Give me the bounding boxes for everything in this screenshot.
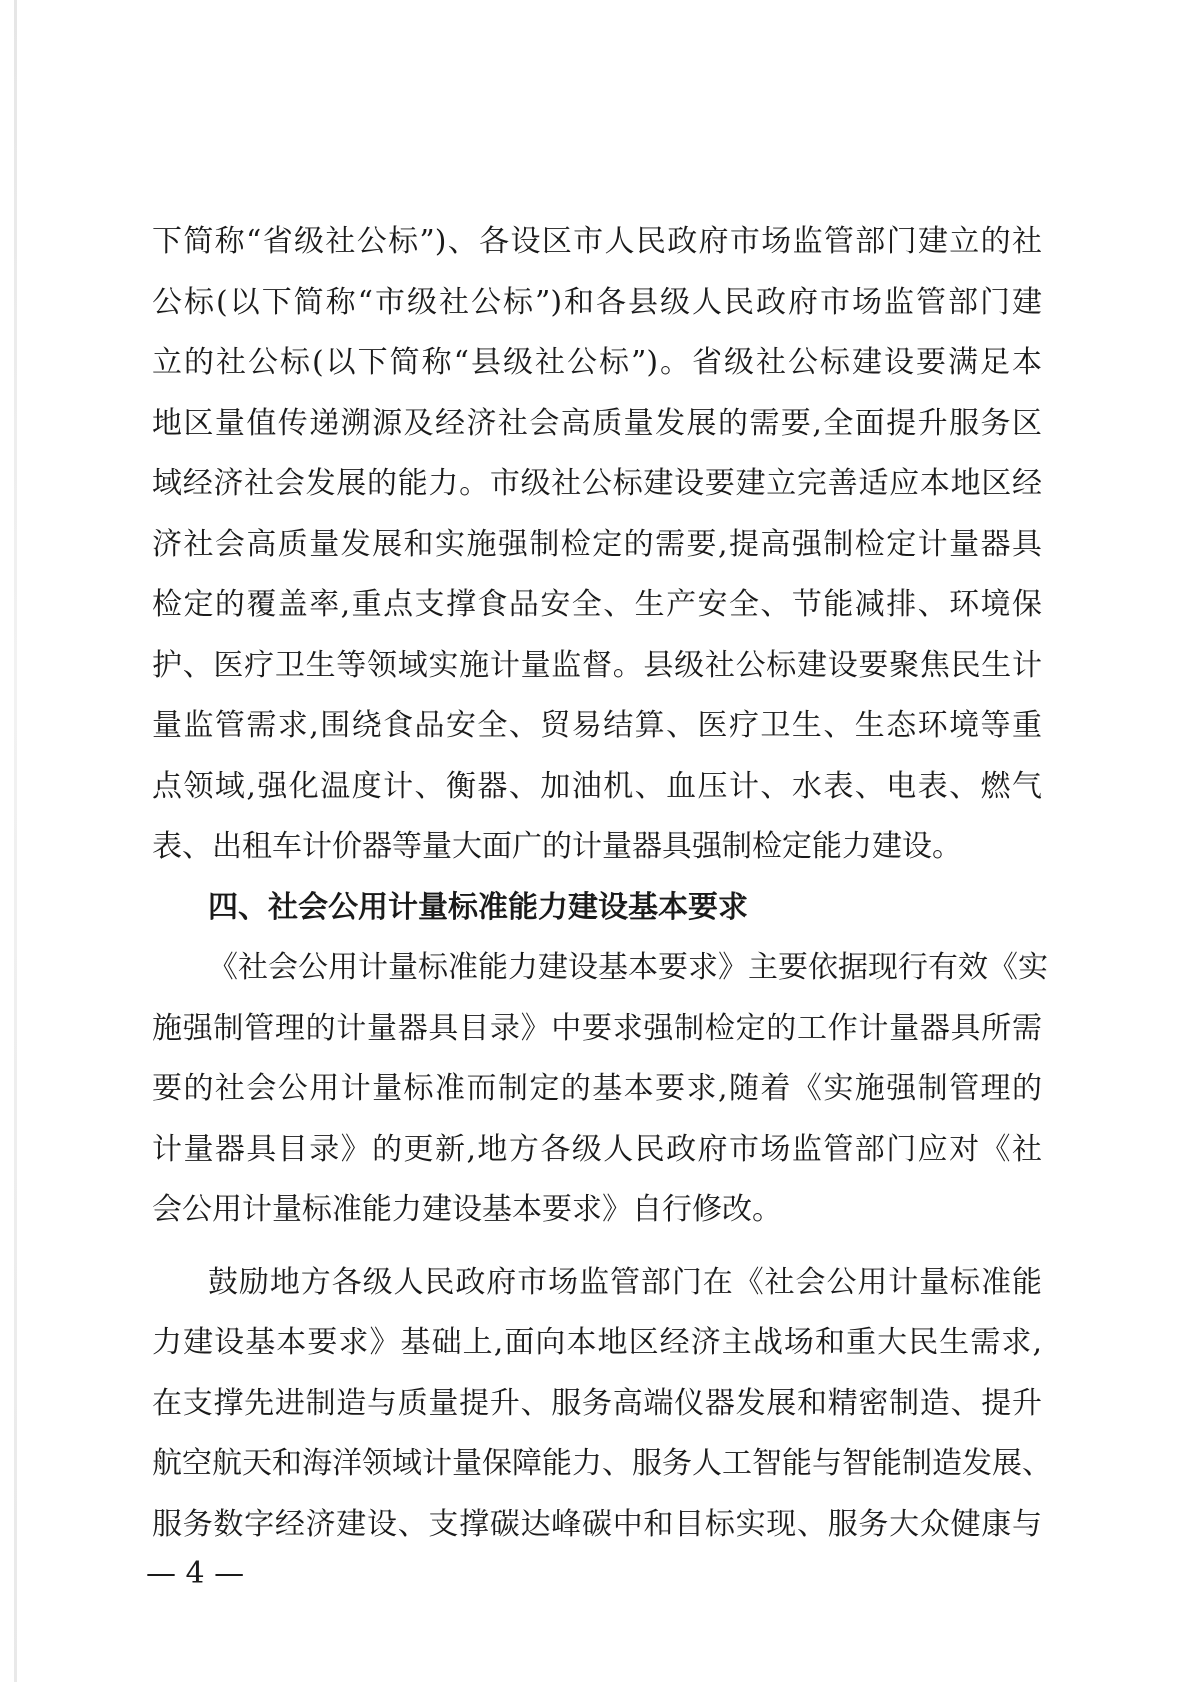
paragraph-3-line: 鼓励地方各级人民政府市场监管部门在《社会公用计量标准能	[208, 1264, 1042, 1300]
paragraph-2-line: 会公用计量标准能力建设基本要求》自行修改。	[152, 1192, 782, 1227]
paragraph-1-line: 检定的覆盖率,重点支撑食品安全、生产安全、节能减排、环境保	[152, 587, 1042, 622]
paragraph-1-line: 下简称“省级社公标”)、各设区市人民政府市场监管部门建立的社	[152, 224, 1042, 259]
paragraph-1-line: 地区量值传递溯源及经济社会高质量发展的需要,全面提升服务区	[152, 405, 1042, 441]
paragraph-1-line: 量监管需求,围绕食品安全、贸易结算、医疗卫生、生态环境等重	[152, 708, 1042, 743]
paragraph-gap	[152, 1241, 1042, 1253]
section-heading: 四、社会公用计量标准能力建设基本要求	[208, 889, 748, 925]
paragraph-2-line: 要的社会公用计量标准而制定的基本要求,随着《实施强制管理的	[152, 1071, 1042, 1106]
paragraph-2-line: 《社会公用计量标准能力建设基本要求》主要依据现行有效《实	[208, 950, 1048, 985]
scan-edge-shadow	[14, 0, 17, 1682]
body-text	[152, 212, 1052, 1555]
paragraph-2-line: 施强制管理的计量器具目录》中要求强制检定的工作计量器具所需	[152, 1010, 1042, 1046]
paragraph-1-line: 立的社公标(以下简称“县级社公标”)。省级社公标建设要满足本	[152, 345, 1042, 380]
paragraph-3-line: 服务数字经济建设、支撑碳达峰碳中和目标实现、服务大众健康与	[152, 1506, 1042, 1542]
paragraph-1-line: 点领域,强化温度计、衡器、加油机、血压计、水表、电表、燃气	[152, 768, 1042, 804]
page-number: — 4 —	[146, 1556, 245, 1591]
paragraph-1-line: 域经济社会发展的能力。市级社公标建设要建立完善适应本地区经	[152, 466, 1042, 501]
paragraph-3-line: 力建设基本要求》基础上,面向本地区经济主战场和重大民生需求,	[152, 1325, 1042, 1360]
paragraph-1-line: 公标(以下简称“市级社公标”)和各县级人民政府市场监管部门建	[152, 284, 1042, 320]
paragraph-3-line: 航空航天和海洋领域计量保障能力、服务人工智能与智能制造发展、	[152, 1446, 1052, 1481]
paragraph-1-line: 表、出租车计价器等量大面广的计量器具强制检定能力建设。	[152, 829, 962, 864]
paragraph-3-line: 在支撑先进制造与质量提升、服务高端仪器发展和精密制造、提升	[152, 1385, 1042, 1421]
paragraph-1-line: 护、医疗卫生等领域实施计量监督。县级社公标建设要聚焦民生计	[152, 647, 1042, 683]
paragraph-1-line: 济社会高质量发展和实施强制检定的需要,提高强制检定计量器具	[152, 526, 1042, 562]
paragraph-2-line: 计量器具目录》的更新,地方各级人民政府市场监管部门应对《社	[152, 1131, 1042, 1167]
